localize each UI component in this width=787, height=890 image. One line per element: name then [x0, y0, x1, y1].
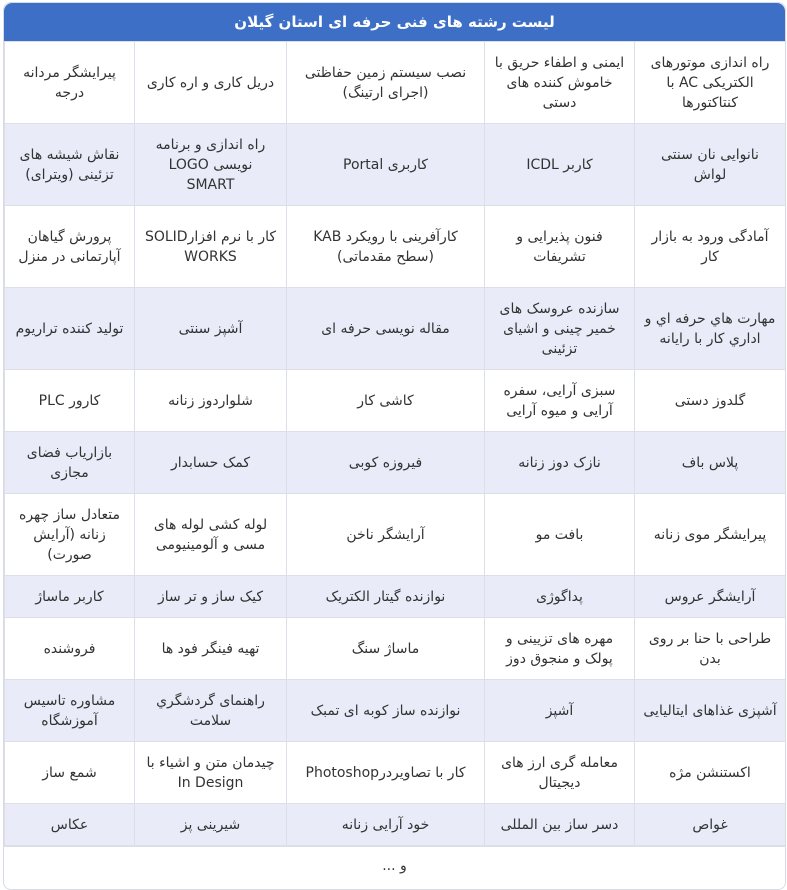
table-cell: لوله کشی لوله های مسی و آلومینیومی	[135, 494, 287, 576]
table-cell: کاشی کار	[287, 370, 485, 432]
table-cell: نازک دوز زنانه	[485, 432, 635, 494]
table-cell: کارآفرینی با رویکرد KAB (سطح مقدماتی)	[287, 206, 485, 288]
table-cell: پیرایشگر مردانه درجه	[5, 42, 135, 124]
table-cell: بافت مو	[485, 494, 635, 576]
table-row	[5, 742, 786, 804]
table-cell: تولید کننده تراریوم	[5, 288, 135, 370]
table-row	[5, 576, 786, 618]
table-cell: نقاش شیشه های تزئینی (ویترای)	[5, 124, 135, 206]
table-cell: طراحی با حنا بر روی بدن	[635, 618, 786, 680]
table-cell: مقاله نویسی حرفه ای	[287, 288, 485, 370]
table-cell: نصب سیستم زمین حفاظتی (اجرای ارتینگ)	[287, 42, 485, 124]
table-cell: راه اندازی و برنامه نویسی LOGO SMART	[135, 124, 287, 206]
table-cell: متعادل ساز چهره زنانه (آرایش صورت)	[5, 494, 135, 576]
table-row	[5, 42, 786, 124]
table-cell: پداگوژی	[485, 576, 635, 618]
table-footer: و ...	[4, 846, 785, 885]
table-cell: گلدوز دستی	[635, 370, 786, 432]
table-cell: نوازنده گیتار الکتریک	[287, 576, 485, 618]
table-cell: کمک حسابدار	[135, 432, 287, 494]
table-cell: شلواردوز زنانه	[135, 370, 287, 432]
table-row	[5, 494, 786, 576]
table-cell: خود آرایی زنانه	[287, 804, 485, 846]
table-cell: پلاس باف	[635, 432, 786, 494]
table-cell: سبزی آرایی، سفره آرایی و میوه آرایی	[485, 370, 635, 432]
table-row	[5, 804, 786, 846]
table-cell: کار با نرم افزارSOLID WORKS	[135, 206, 287, 288]
table-cell: آرایشگر ناخن	[287, 494, 485, 576]
table-cell: مهره های تزیینی و پولک و منجوق دوز	[485, 618, 635, 680]
table-row	[5, 432, 786, 494]
courses-table	[4, 41, 786, 846]
table-row	[5, 206, 786, 288]
table-cell: بازاریاب فضای مجازی	[5, 432, 135, 494]
table-cell: راه اندازی موتورهای الکتریکی AC با کنتاکتورها	[635, 42, 786, 124]
table-cell: دسر ساز بین المللی	[485, 804, 635, 846]
table-cell: فروشنده	[5, 618, 135, 680]
table-cell: آشپزی غذاهای ایتالیایی	[635, 680, 786, 742]
table-cell: سازنده عروسک های خمیر چینی و اشیای تزئینی	[485, 288, 635, 370]
table-cell: تهیه فینگر فود ها	[135, 618, 287, 680]
table-cell: کاربر ماساژ	[5, 576, 135, 618]
table-cell: کاربر ICDL	[485, 124, 635, 206]
table-cell: فیروزه کوبی	[287, 432, 485, 494]
table-cell: پیرایشگر موی زنانه	[635, 494, 786, 576]
table-row	[5, 370, 786, 432]
table-cell: نوازنده ساز کوبه ای تمبک	[287, 680, 485, 742]
courses-card	[3, 2, 786, 890]
table-cell: شیرینی پز	[135, 804, 287, 846]
table-cell: ماساژ سنگ	[287, 618, 485, 680]
table-cell: نانوایی نان سنتی لواش	[635, 124, 786, 206]
table-cell: اکستنشن مژه	[635, 742, 786, 804]
table-cell: معامله گری ارز های دیجیتال	[485, 742, 635, 804]
table-cell: فنون پذیرایی و تشریفات	[485, 206, 635, 288]
table-cell: آرایشگر عروس	[635, 576, 786, 618]
table-cell: ایمنی و اطفاء حریق با خاموش کننده های دستی	[485, 42, 635, 124]
table-cell: آشپز	[485, 680, 635, 742]
table-cell: کیک ساز و تر ساز	[135, 576, 287, 618]
table-cell: پرورش گیاهان آپارتمانی در منزل	[5, 206, 135, 288]
table-cell: مشاوره تاسیس آموزشگاه	[5, 680, 135, 742]
table-cell: عکاس	[5, 804, 135, 846]
table-cell: کار با تصاویردرPhotoshop	[287, 742, 485, 804]
table-cell: آشپز سنتی	[135, 288, 287, 370]
table-cell: کاربری Portal	[287, 124, 485, 206]
table-cell: کارور PLC	[5, 370, 135, 432]
table-cell: دریل کاری و اره کاری	[135, 42, 287, 124]
table-cell: چیدمان متن و اشیاء با In Design	[135, 742, 287, 804]
table-row	[5, 618, 786, 680]
table-cell: آمادگی ورود به بازار کار	[635, 206, 786, 288]
table-row	[5, 680, 786, 742]
table-title: لیست رشته های فنی حرفه ای استان گیلان	[4, 3, 785, 41]
table-row	[5, 288, 786, 370]
table-row	[5, 124, 786, 206]
table-cell: غواص	[635, 804, 786, 846]
table-cell: شمع ساز	[5, 742, 135, 804]
table-cell: راهنمای گردشگري سلامت	[135, 680, 287, 742]
table-cell: مهارت هاي حرفه اي و اداري كار با رايانه	[635, 288, 786, 370]
